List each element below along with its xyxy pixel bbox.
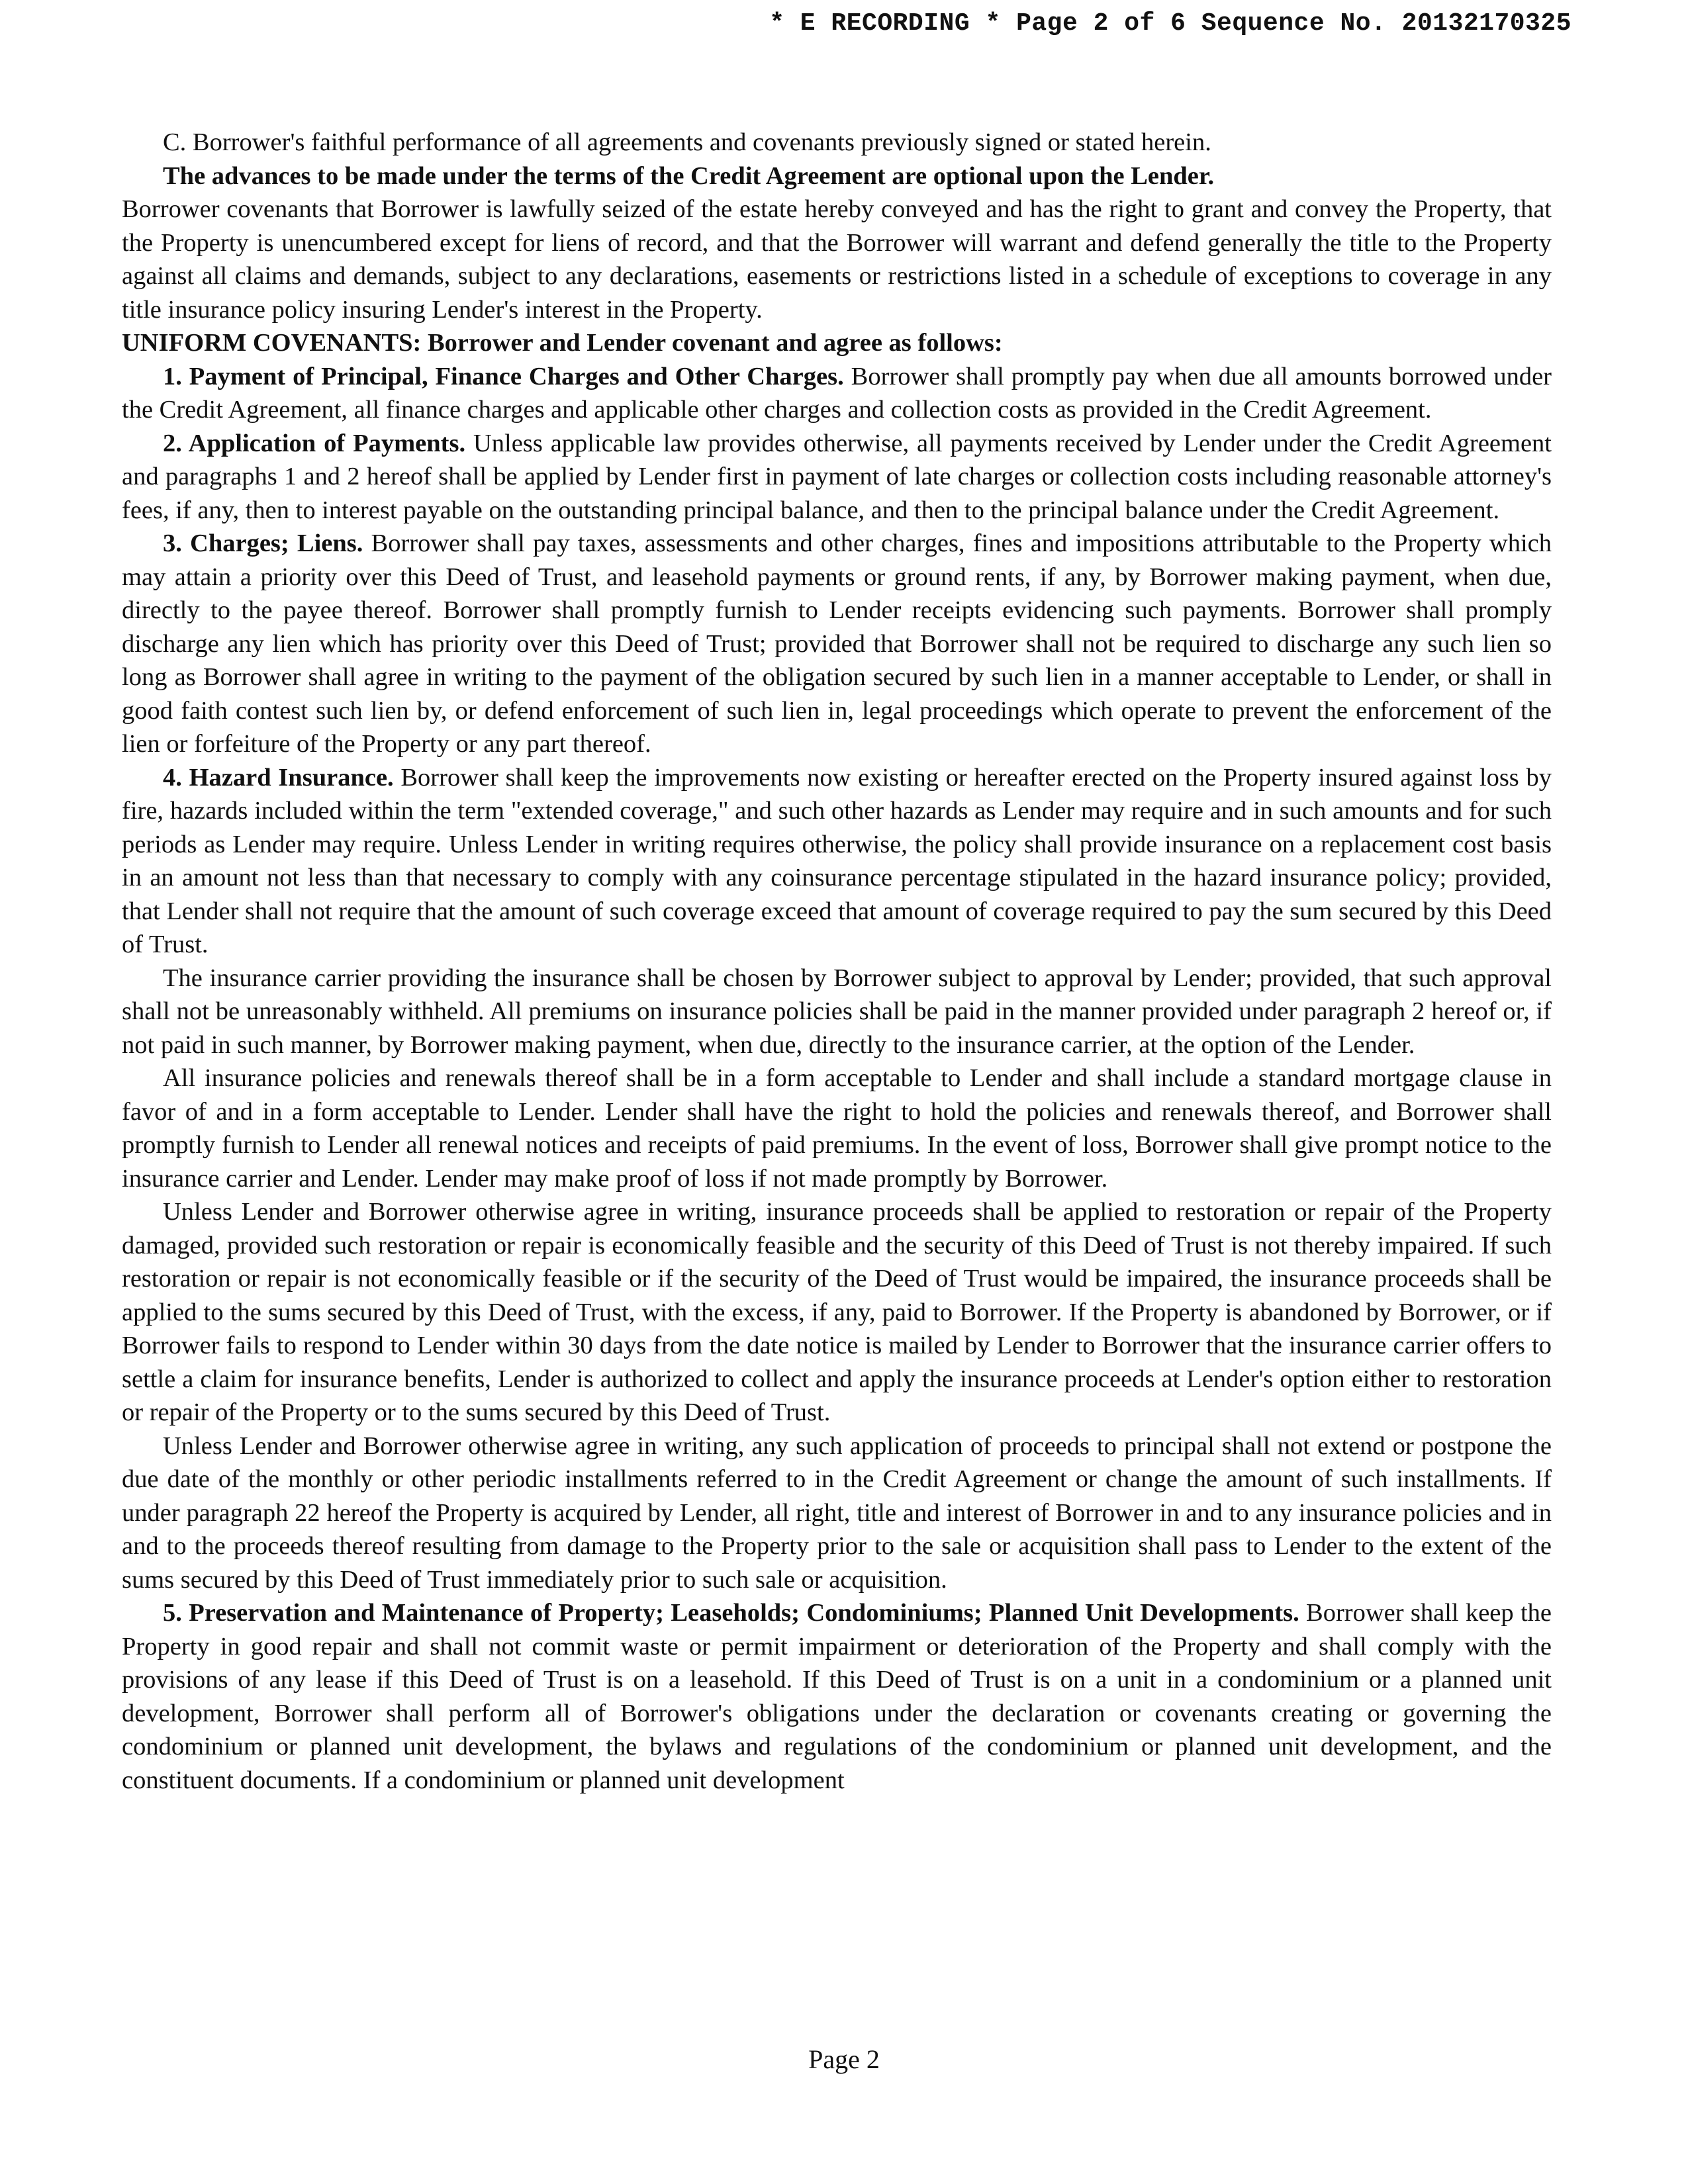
recording-header: * E RECORDING * Page 2 of 6 Sequence No. 20132170325 — [769, 9, 1571, 38]
section-4-text: Borrower shall keep the improvements now existing or hereafter erected on the Property insured against loss by fire, hazards included within the term "extended coverage," and such other hazards as Lender may require and in such amounts and for such periods as Lender may require. Unless Lender in writing requires otherwise, the policy shall provide insurance on a replacement cost basis in an amount not less than that necessary to comply with any coinsurance percentage stipulated in the hazard insurance policy; provided, that Lender shall not require that the amount of such coverage exceed that amount of coverage required to pay the sum secured by this Deed of Trust. — [122, 763, 1552, 958]
section-5-paragraph — [122, 1596, 1552, 1797]
document-body — [122, 126, 1552, 1797]
section-2-heading: 2. Application of Payments. — [163, 429, 466, 457]
item-c-paragraph: C. Borrower's faithful performance of all agreements and covenants previously signed or stated herein. — [163, 128, 1211, 156]
section-3-text: Borrower shall pay taxes, assessments and other charges, fines and impositions attributable to the Property which may attain a priority over this Deed of Trust, and leasehold payments or ground rents, if any, by Borrower making payment, when due, directly to the payee thereof. Borrower shall promptly furnish to Lender receipts evidencing such payments. Borrower shall promply discharge any lien which has priority over this Deed of Trust; provided that Borrower shall not be required to discharge any such lien so long as Borrower shall agree in writing to the payment of the obligation secured by such lien in a manner acceptable to Lender, or shall in good faith contest such lien by, or defend enforcement of such lien in, legal proceedings which operate to prevent the enforcement of the lien or forfeiture of the Property or any part thereof. — [122, 529, 1552, 758]
page-number-footer: Page 2 — [808, 2044, 880, 2074]
section-5-heading: 5. Preservation and Maintenance of Property; Leaseholds; Condominiums; Planned Unit Developments. — [163, 1599, 1299, 1627]
section-4-paragraph — [122, 761, 1552, 962]
section-1-paragraph — [122, 360, 1552, 427]
section-1-text: Borrower shall promptly pay when due all amounts borrowed under the Credit Agreement, all finance charges and applicable other charges and collection costs as provided in the Credit Agreement. — [122, 362, 1552, 424]
section-1-heading: 1. Payment of Principal, Finance Charges and Other Charges. — [163, 362, 844, 390]
section-2-text: Unless applicable law provides otherwise, all payments received by Lender under the Credit Agreement and paragraphs 1 and 2 hereof shall be applied by Lender first in payment of late charges or collection costs including reasonable attorney's fees, if any, then to interest payable on the outstanding principal balance, and then to the principal balance under the Credit Agreement. — [122, 429, 1552, 524]
section-4-policies-paragraph: All insurance policies and renewals thereof shall be in a form acceptable to Lender and shall include a standard mortgage clause in favor of and in a form acceptable to Lender. Lender shall have the right to hold the policies and renewals thereof, and Borrower shall promptly furnish to Lender all renewal notices and receipts of paid premiums. In the event of loss, Borrower shall give prompt notice to the insurance carrier and Lender. Lender may make proof of loss if not made promptly by Borrower. — [122, 1064, 1552, 1193]
optional-advances-paragraph: The advances to be made under the terms of the Credit Agreement are optional upon the Lender. — [163, 161, 1215, 190]
section-2-paragraph — [122, 427, 1552, 527]
uniform-covenants-heading: UNIFORM COVENANTS: Borrower and Lender covenant and agree as follows: — [122, 329, 1003, 357]
section-4-application-paragraph: Unless Lender and Borrower otherwise agree in writing, any such application of proceeds to principal shall not extend or postpone the due date of the monthly or other periodic installments referred to in the Credit Agreement or change the amount of such installments. If under paragraph 22 hereof the Property is acquired by Lender, all right, title and interest of Borrower in and to any insurance policies and in and to the proceeds thereof resulting from damage to the Property prior to the sale or acquisition shall pass to Lender to the extent of the sums secured by this Deed of Trust immediately prior to such sale or acquisition. — [122, 1432, 1552, 1594]
title-covenant-paragraph: Borrower covenants that Borrower is lawfully seized of the estate hereby conveyed and has the right to grant and convey the Property, that the Property is unencumbered except for liens of record, and that the Borrower will warrant and defend generally the title to the Property against all claims and demands, subject to any declarations, easements or restrictions listed in a schedule of exceptions to coverage in any title insurance policy insuring Lender's interest in the Property. — [122, 195, 1552, 324]
section-3-paragraph — [122, 527, 1552, 761]
section-4-proceeds-paragraph: Unless Lender and Borrower otherwise agree in writing, insurance proceeds shall be applied to restoration or repair of the Property damaged, provided such restoration or repair is economically feasible and the security of this Deed of Trust is not thereby impaired. If such restoration or repair is not economically feasible or if the security of the Deed of Trust would be impaired, the insurance proceeds shall be applied to the sums secured by this Deed of Trust, with the excess, if any, paid to Borrower. If the Property is abandoned by Borrower, or if Borrower fails to respond to Lender within 30 days from the date notice is mailed by Lender to Borrower that the insurance carrier offers to settle a claim for insurance benefits, Lender is authorized to collect and apply the insurance proceeds at Lender's option either to restoration or repair of the Property or to the sums secured by this Deed of Trust. — [122, 1198, 1552, 1426]
section-4-carrier-paragraph: The insurance carrier providing the insurance shall be chosen by Borrower subject to approval by Lender; provided, that such approval shall not be unreasonably withheld. All premiums on insurance policies shall be paid in the manner provided under paragraph 2 hereof or, if not paid in such manner, by Borrower making payment, when due, directly to the insurance carrier, at the option of the Lender. — [122, 964, 1552, 1059]
section-5-text: Borrower shall keep the Property in good repair and shall not commit waste or permit impairment or deterioration of the Property and shall comply with the provisions of any lease if this Deed of Trust is on a leasehold. If this Deed of Trust is on a unit in a condominium or a planned unit development, Borrower shall perform all of Borrower's obligations under the declaration or covenants creating or governing the condominium or planned unit development, the bylaws and regulations of the condominium or planned unit development, and the constituent documents. If a condominium or planned unit development — [122, 1599, 1552, 1794]
section-4-heading: 4. Hazard Insurance. — [163, 763, 394, 792]
section-3-heading: 3. Charges; Liens. — [163, 529, 363, 557]
